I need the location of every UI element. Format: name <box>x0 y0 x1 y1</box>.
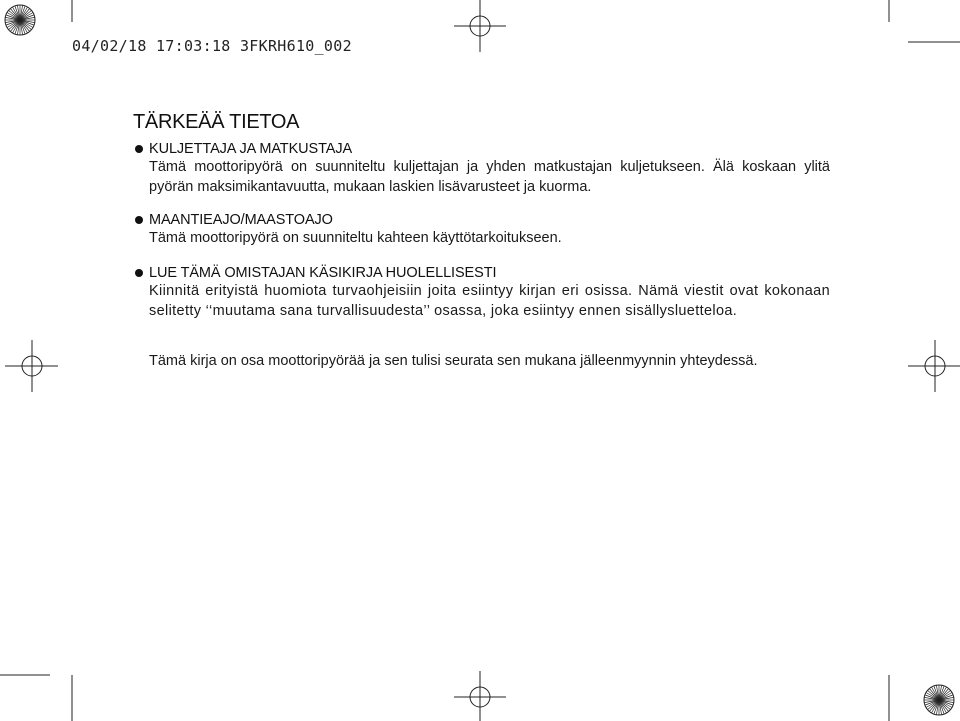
section-read-manual <box>135 263 830 321</box>
bullet-icon <box>135 216 143 224</box>
registration-starburst-icon <box>924 685 954 715</box>
print-stamp: 04/02/18 17:03:18 3FKRH610_002 <box>72 37 352 55</box>
registration-starburst-icon <box>5 5 35 35</box>
bullet-icon <box>135 145 143 153</box>
section-body: Tämä moottoripyörä on suunniteltu kahteen käyttötarkoitukseen. <box>149 230 562 246</box>
section-heading-row <box>135 139 830 158</box>
section-heading-row <box>135 263 830 282</box>
section-rider-passenger <box>135 139 830 197</box>
bullet-icon <box>135 269 143 277</box>
section-heading: KULJETTAJA JA MATKUSTAJA <box>149 140 353 157</box>
footer-note: Tämä kirja on osa moottoripyörää ja sen tulisi seurata sen mukana jälleenmyynnin yhteydessä. <box>149 353 758 369</box>
page-title: TÄRKEÄÄ TIETOA <box>133 111 300 133</box>
crosshair-icon <box>5 340 58 392</box>
section-heading: LUE TÄMÄ OMISTAJAN KÄSIKIRJA HUOLELLISESTI <box>149 264 497 281</box>
crosshair-icon <box>454 671 506 721</box>
crosshair-icon <box>454 0 506 52</box>
section-body: Kiinnitä erityistä huomiota turvaohjeisiin joita esiintyy kirjan eri osissa. Nämä viestit ovat kokonaan selitetty ‘‘muutama sana turvallisuudesta’’ osassa, joka esiintyy ennen sisällysluetteloa. <box>149 283 830 319</box>
section-heading-row <box>135 210 830 229</box>
section-road-offroad <box>135 210 830 249</box>
section-heading: MAANTIEAJO/MAASTOAJO <box>149 211 333 228</box>
crosshair-icon <box>908 340 960 392</box>
section-body: Tämä moottoripyörä on suunniteltu kuljettajan ja yhden matkustajan kuljetukseen. Älä koskaan ylitä pyörän maksimikantavuutta, mukaan laskien lisävarusteet ja kuorma. <box>149 159 830 195</box>
